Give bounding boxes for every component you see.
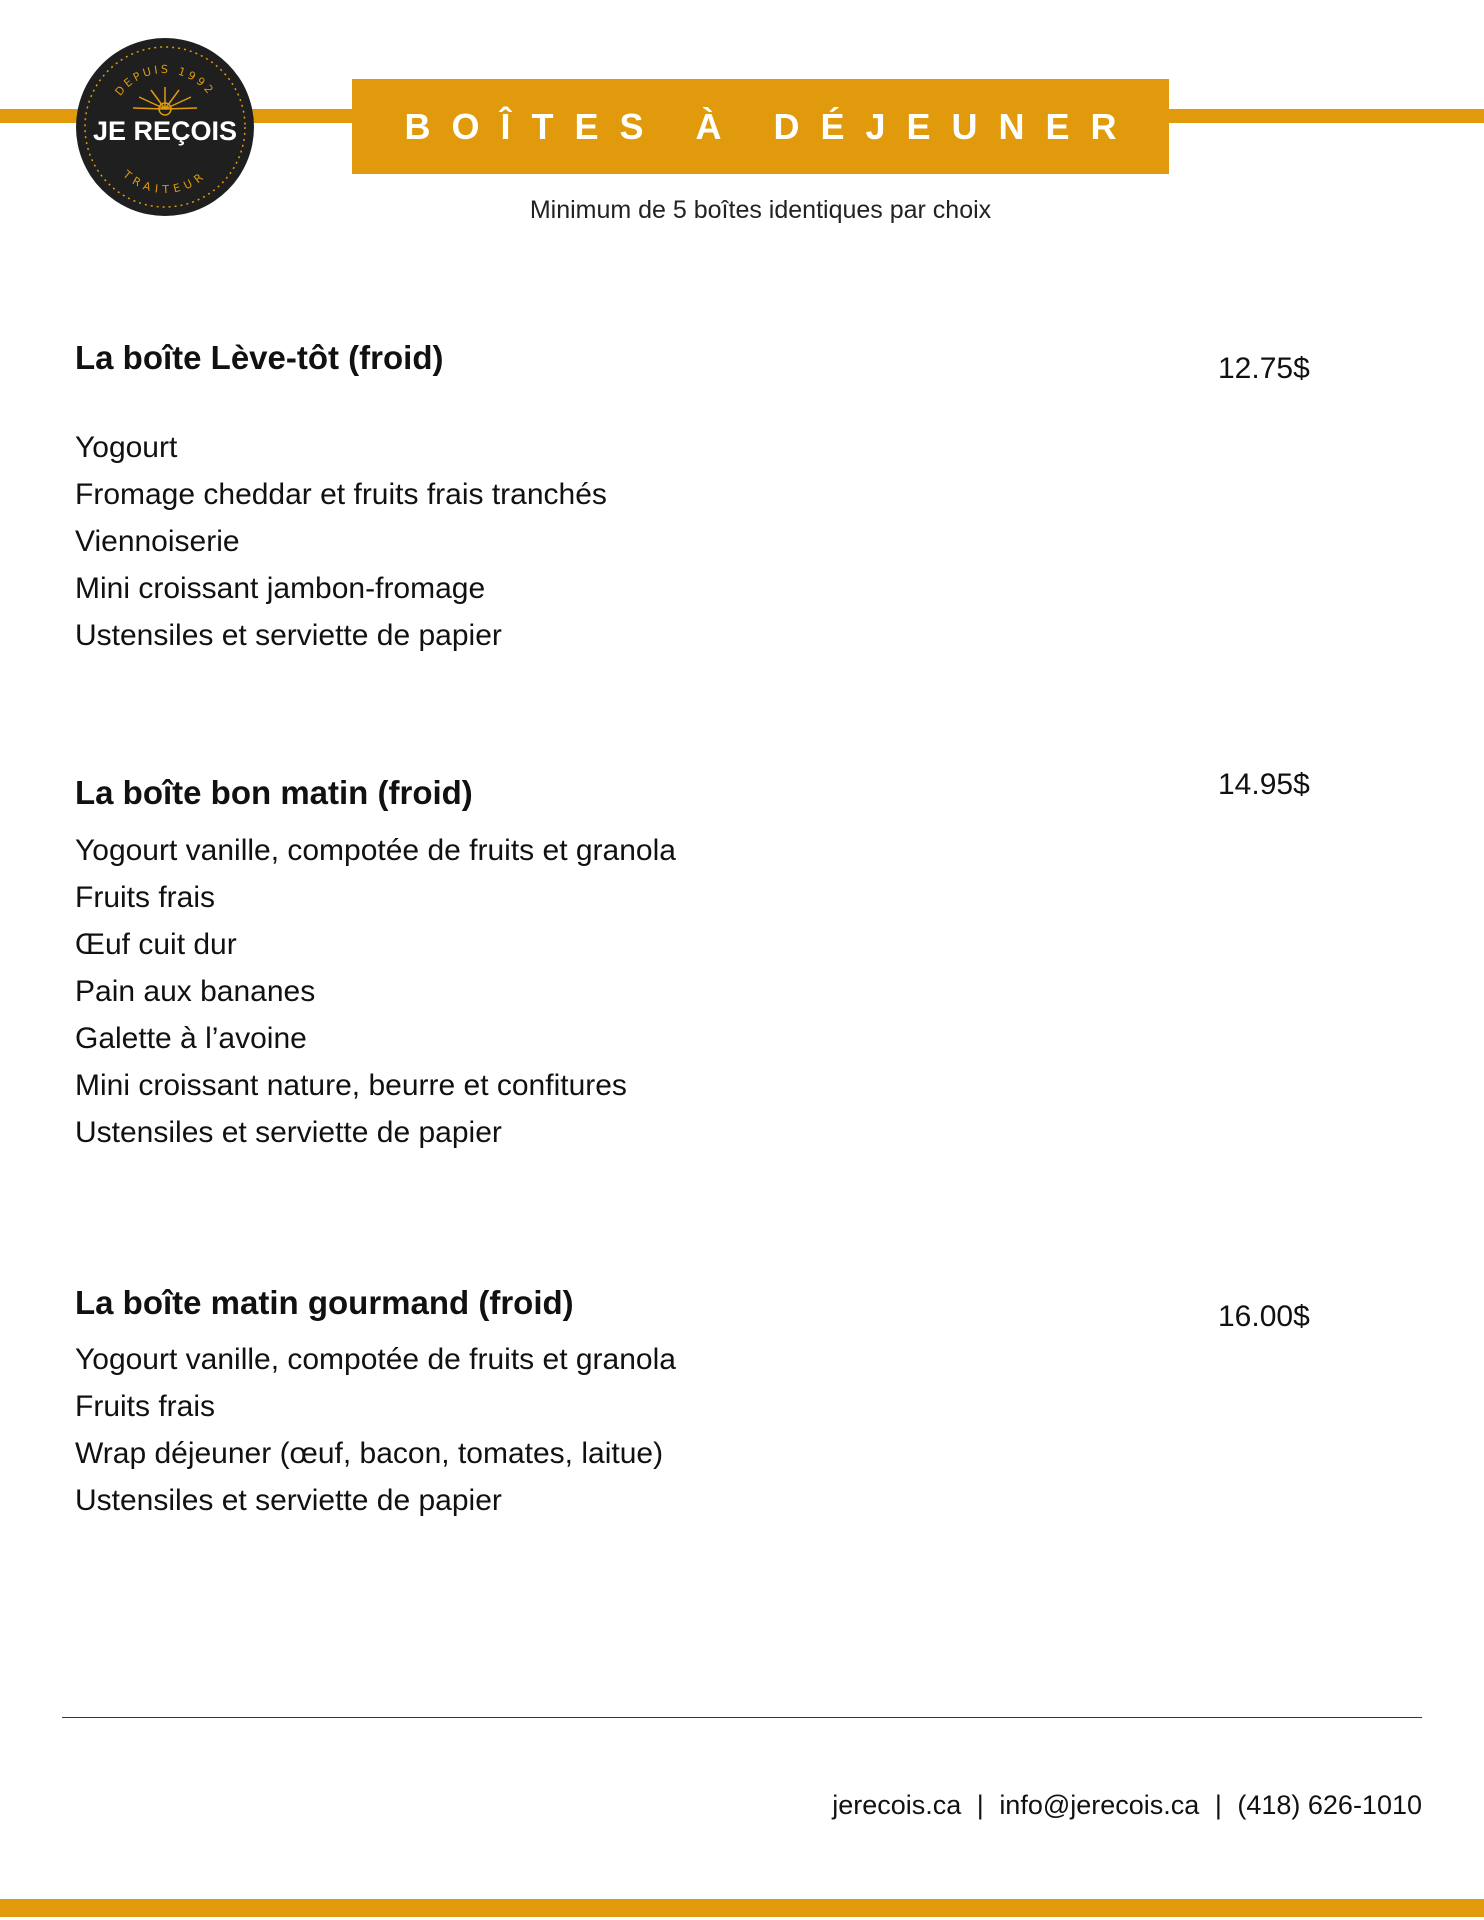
menu-section-bon-matin: [75, 771, 1335, 1156]
sunburst-logo-icon: [75, 37, 255, 217]
website-link[interactable]: jerecois.ca: [832, 1790, 962, 1820]
footer-accent-bar: [0, 1899, 1484, 1917]
menu-section-matin-gourmand: [75, 1281, 1335, 1524]
footer-separator: |: [1214, 1790, 1222, 1820]
section-title: La boîte Lève-tôt (froid): [75, 339, 444, 376]
list-item: Fromage cheddar et fruits frais tranchés: [75, 478, 607, 511]
email-link[interactable]: info@jerecois.ca: [999, 1790, 1200, 1820]
section-title: La boîte bon matin (froid): [75, 774, 473, 811]
footer-separator: |: [976, 1790, 984, 1820]
list-item: Fruits frais: [75, 881, 216, 914]
item-list: [75, 424, 1335, 659]
list-item: Viennoiserie: [75, 525, 240, 558]
list-item: Ustensiles et serviette de papier: [75, 1484, 502, 1517]
section-title: La boîte matin gourmand (froid): [75, 1284, 574, 1321]
item-list: [75, 1336, 1335, 1524]
list-item: Yogourt: [75, 431, 178, 464]
price-label: 14.95$: [1218, 768, 1310, 801]
footer-divider: [62, 1717, 1422, 1718]
header-rule-right: [1160, 109, 1484, 123]
menu-section-leve-tot: [75, 336, 1335, 659]
list-item: Mini croissant jambon-fromage: [75, 572, 486, 605]
footer-contact: [700, 1790, 1422, 1821]
list-item: Mini croissant nature, beurre et confitures: [75, 1069, 627, 1102]
item-list: [75, 827, 1335, 1156]
logo-tagline-text: TRAITEUR: [120, 167, 210, 197]
page-subtitle: Minimum de 5 boîtes identiques par choix: [529, 196, 992, 224]
price-label: 16.00$: [1218, 1300, 1310, 1333]
list-item: Ustensiles et serviette de papier: [75, 1116, 502, 1149]
logo-brand-text: JE REÇOIS: [92, 116, 238, 146]
list-item: Yogourt vanille, compotée de fruits et granola: [75, 834, 676, 867]
list-item: Wrap déjeuner (œuf, bacon, tomates, laitue): [75, 1437, 664, 1470]
phone-number[interactable]: (418) 626-1010: [1237, 1790, 1422, 1820]
title-banner: [352, 79, 1169, 174]
list-item: Fruits frais: [75, 1390, 216, 1423]
brand-logo: [75, 37, 255, 217]
list-item: Œuf cuit dur: [75, 928, 237, 961]
list-item: Pain aux bananes: [75, 975, 316, 1008]
list-item: Galette à l’avoine: [75, 1022, 307, 1055]
list-item: Ustensiles et serviette de papier: [75, 619, 502, 652]
page-title: BOÎTES À DÉJEUNER: [404, 105, 1138, 147]
list-item: Yogourt vanille, compotée de fruits et granola: [75, 1343, 676, 1376]
logo-since-text: DEPUIS 1992: [112, 62, 218, 99]
price-label: 12.75$: [1218, 352, 1310, 385]
